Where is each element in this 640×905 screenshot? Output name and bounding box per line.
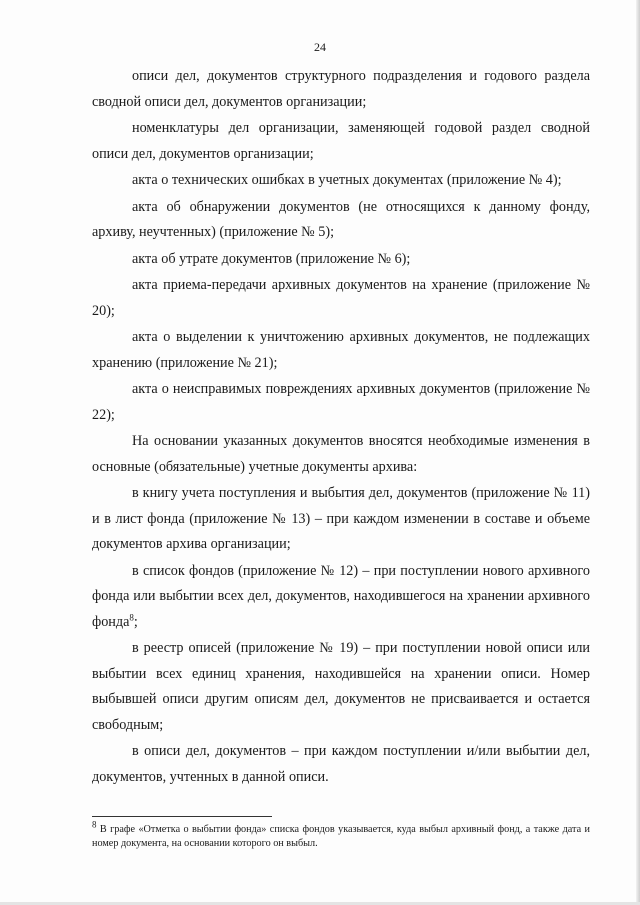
paragraph-5: акта об утрате документов (приложение № 6); <box>132 250 411 267</box>
footnote-reference: 8 <box>129 611 134 622</box>
paragraph-2: номенклатуры дел организации, заменяющей годовой раздел сводной описи дел, документов организации; <box>92 120 590 162</box>
paragraph-11-text: в список фондов (приложение № 12) – при поступлении нового архивного фонда или выбытии всех дел, документов, находившегося на хранении архивного фонда <box>92 562 590 630</box>
paragraph-3: акта о технических ошибках в учетных документах (приложение № 4); <box>132 172 562 188</box>
paragraph-13: в описи дел, документов – при каждом поступлении и/или выбытии дел, документов, учтенных в данной описи. <box>92 743 590 785</box>
footnote <box>92 819 591 851</box>
page-number: 24 <box>314 40 326 54</box>
paragraph-8: акта о неисправимых повреждениях архивных документов (приложение № 22); <box>92 381 590 423</box>
paragraph-11 <box>92 559 590 636</box>
paragraph-4: акта об обнаружении документов (не относящихся к данному фонду, архиву, неучтенных) (приложение № 5); <box>92 198 590 240</box>
page-edge-shadow <box>636 0 640 905</box>
paragraph-6: акта приема-передачи архивных документов на хранение (приложение № 20); <box>92 277 590 319</box>
paragraph-1: описи дел, документов структурного подразделения и годового раздела сводной описи дел, документов организации; <box>92 68 590 110</box>
footnote-mark: 8 <box>92 819 97 830</box>
paragraph-9: На основании указанных документов вносятся необходимые изменения в основные (обязательные) учетные документы архива: <box>92 433 590 475</box>
paragraph-10: в книгу учета поступления и выбытия дел, документов (приложение № 11) и в лист фонда (приложение № 13) – при каждом изменении в составе и объеме документов архива организации; <box>92 485 590 552</box>
footnote-text: В графе «Отметка о выбытии фонда» списка фондов указывается, куда выбыл архивный фонд, а также дата и номер документа, на основании которого он выбыл. <box>92 824 591 849</box>
paragraph-11-end: ; <box>133 613 138 630</box>
footnote-separator <box>92 816 272 817</box>
paragraph-12: в реестр описей (приложение № 19) – при поступлении новой описи или выбытии всех единиц хранения, находившейся на хранении описи. Номер выбывшей описи другим описям дел, документов не присваивается и остается свободным; <box>92 640 590 733</box>
document-body <box>92 64 590 790</box>
paragraph-7: акта о выделении к уничтожению архивных документов, не подлежащих хранению (приложение № 21); <box>92 329 590 371</box>
